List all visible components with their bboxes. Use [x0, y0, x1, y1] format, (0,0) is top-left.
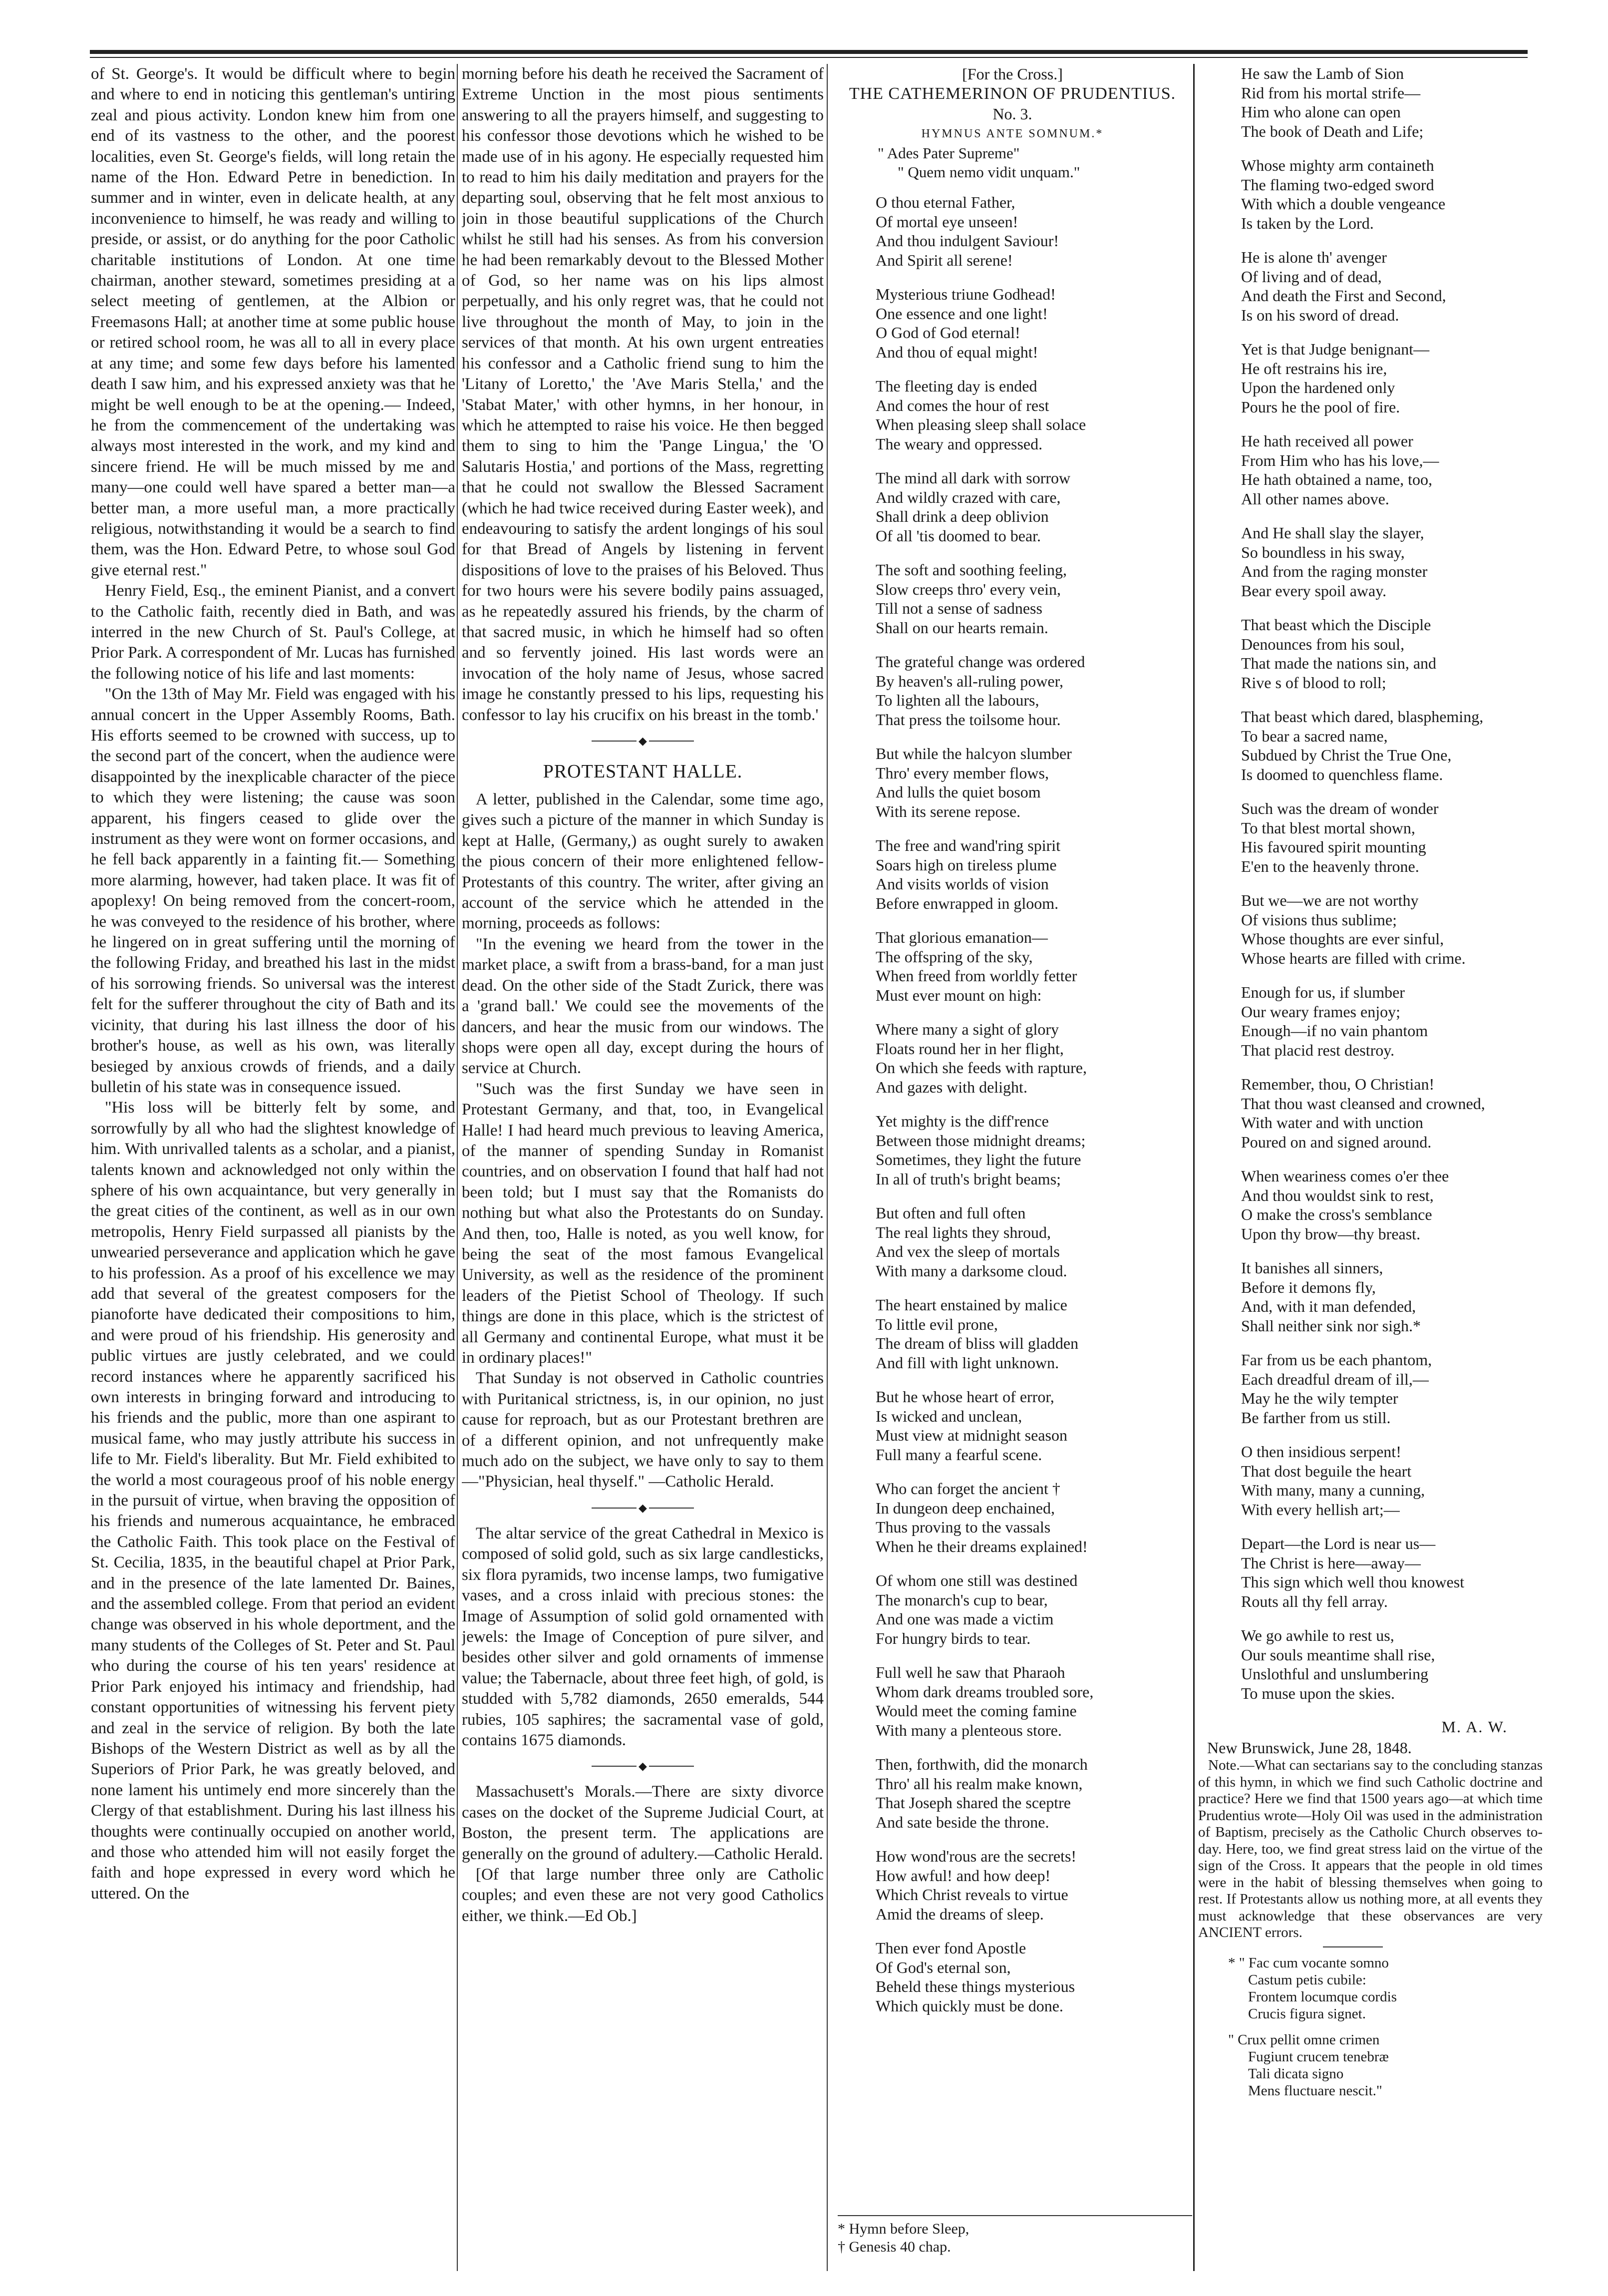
verse-line: He oft restrains his ire, [1241, 359, 1387, 378]
verse-line: The free and wand'ring spirit [876, 836, 1061, 854]
verse-line: The book of Death and Life; [1241, 122, 1424, 140]
latin-line: Crucis figura signet. [1248, 2005, 1366, 2022]
stanza [1241, 891, 1543, 968]
separator-ornament: ◆ [462, 1500, 824, 1515]
verse-line: When weariness comes o'er thee [1241, 1167, 1449, 1185]
verse-line: Such was the dream of wonder [1241, 799, 1439, 817]
verse-line: Thro' every member flows, [876, 764, 1049, 782]
verse-line: That Joseph shared the sceptre [876, 1794, 1071, 1812]
verse-line: He saw the Lamb of Sion [1241, 64, 1404, 82]
verse-line: Amid the dreams of sleep. [876, 1905, 1044, 1923]
verse-line: Between those midnight dreams; [876, 1131, 1086, 1149]
verse-line: The weary and oppressed. [876, 434, 1043, 453]
verse-line: May he the wily tempter [1241, 1389, 1398, 1407]
stanza [876, 928, 1192, 1005]
stanza [1241, 615, 1543, 692]
footnote: * Hymn before Sleep, [838, 2221, 969, 2237]
verse-line: Bear every spoil away. [1241, 581, 1387, 600]
verse-line: Where many a sight of glory [876, 1020, 1059, 1038]
verse-line: This sign which well thou knowest [1241, 1573, 1465, 1591]
verse-line: That thou wast cleansed and crowned, [1241, 1094, 1485, 1113]
latin-line: Tali dicata signo [1248, 2065, 1344, 2082]
verse-line: Him who alone can open [1241, 103, 1401, 121]
verse-line: Of all 'tis doomed to bear. [876, 526, 1041, 545]
verse-line: To that blest mortal shown, [1241, 818, 1415, 837]
verse-line: And wildly crazed with care, [876, 488, 1061, 506]
paragraph: morning before his death he received the Sacrament of Extreme Unction in the most pious sentiments answering to all the prayers himself, and suggesting to his confessor those devotions which he wished to be made use of in his agony. He especially requested him to read to him his daily meditation and prayers for the departing soul, observing that he felt most anxious to join in those beautiful supplications of the Church whilst he still had his senses. As from his conversion he had been remarkably devout to the Blessed Mother of God, so her name was on his lips almost perpetually, and his only regret was, that he could not live throughout the month of May, to join in the services of that month. At his own urgent entreaties his confessor and a Catholic friend sung to him the 'Litany of Loretto,' the 'Ave Maris Stella,' and the 'Stabat Mater,' with other hymns, in her honour, in which he attempted to raise his voice. He then begged them to sing to him the 'Pange Lingua,' the 'O Salutaris Hostia,' and portions of the Mass, regretting that he could not swallow the Blessed Sacrament (which he had twice received during Easter week), and endeavouring to satisfy the ardent longings of his soul for that Bread of Angels by listening in fervent dispositions of love to the praises of his Beloved. Thus for two hours were his severe bodily pains assuaged, as he repeatedly assured his friends, by the charm of that sacred music, in which he himself had so often and so fervently joined. His last words were an invocation of the holy name of Jesus, whose sacred image he constantly pressed to his lips, requesting his confessor to lay his crucifix on his breast in the tomb.' [462, 65, 824, 724]
verse-line: Of whom one still was destined [876, 1571, 1078, 1589]
stanza [1241, 431, 1543, 508]
verse-line: And comes the hour of rest [876, 396, 1049, 414]
verse-line: E'en to the heavenly throne. [1241, 857, 1419, 875]
epigraph-line: " Quem nemo vidit unquam." [898, 163, 1080, 181]
verse-line: With many, many a cunning, [1241, 1481, 1425, 1499]
column-2 [462, 64, 824, 2271]
footnote: † Genesis 40 chap. [838, 2239, 951, 2255]
verse-line: Depart—the Lord is near us— [1241, 1534, 1436, 1552]
verse-line: When freed from worldly fetter [876, 967, 1077, 985]
verse-line: The Christ is here—away— [1241, 1553, 1421, 1572]
verse-line: Pours he the pool of fire. [1241, 397, 1400, 416]
verse-line: To bear a sacred name, [1241, 727, 1388, 745]
verse-line: Subdued by Christ the True One, [1241, 746, 1452, 764]
verse-line: But often and full often [876, 1204, 1026, 1222]
verse-line: And fill with light unknown. [876, 1353, 1059, 1372]
stanza [876, 652, 1192, 729]
verse-line: He hath obtained a name, too, [1241, 470, 1432, 488]
verse-line: So boundless in his sway, [1241, 543, 1405, 561]
verse-line: O make the cross's semblance [1241, 1205, 1432, 1223]
verse-line: Till not a sense of sadness [876, 599, 1042, 617]
verse-line: And death the First and Second, [1241, 287, 1446, 305]
stanza [876, 1295, 1192, 1372]
verse-line: Whose thoughts are ever sinful, [1241, 930, 1444, 948]
latin-line: " Crux pellit omne crimen [1228, 2031, 1380, 2048]
verse-line: And thou indulgent Saviour! [876, 232, 1059, 250]
verse-line: That beast which the Disciple [1241, 616, 1431, 634]
verse-line: Then, forthwith, did the monarch [876, 1755, 1088, 1773]
verse-line: When he their dreams explained! [876, 1537, 1088, 1555]
paragraph: A letter, published in the Calendar, some time ago, gives such a picture of the manner in which Sunday is kept at Halle, (Germany,) as ought surely to awaken the pious concern of their more enlightened fellow-Protestants of this country. The writer, after giving an account of the service which he attended in the morning, proceeds as follows: [462, 790, 824, 933]
verse-line: Yet mighty is the diff'rence [876, 1112, 1049, 1130]
verse-line: With every hellish art;— [1241, 1500, 1400, 1519]
stanza [876, 1020, 1192, 1097]
verse-line: Upon thy brow—thy breast. [1241, 1224, 1421, 1243]
verse-line: Must view at midnight season [876, 1426, 1067, 1444]
paragraph: Henry Field, Esq., the eminent Pianist, and a convert to the Catholic faith, recently died in Bath, and was interred in the new Church of St. Paul's College, at Prior Park. A correspondent of Mr. Lucas has furnished the following notice of his life and last moments: [91, 582, 455, 683]
verse-line: Yet is that Judge benignant— [1241, 340, 1430, 358]
verse-line: His favoured spirit mounting [1241, 838, 1426, 856]
stanza [1241, 340, 1543, 416]
verse-line: With its serene repose. [876, 802, 1021, 820]
stanza [1241, 707, 1543, 784]
latin-line: * " Fac cum vocante somno [1228, 1954, 1389, 1971]
verse-line: By heaven's all-ruling power, [876, 672, 1063, 690]
stanza [876, 1847, 1192, 1923]
stanza [1241, 1258, 1543, 1335]
verse-line: Which quickly must be done. [876, 1996, 1063, 2015]
verse-line: Sometimes, they light the future [876, 1150, 1081, 1168]
poem-subtitle: HYMNUS ANTE SOMNUM.* [921, 127, 1104, 140]
stanza [876, 285, 1192, 362]
stanza [1241, 248, 1543, 325]
verse-line: All other names above. [1241, 489, 1389, 508]
verse-line: Rive s of blood to roll; [1241, 673, 1386, 692]
verse-line: On which she feeds with rapture, [876, 1059, 1087, 1077]
verse-line: The heart enstained by malice [876, 1296, 1067, 1314]
verse-line: Who can forget the ancient † [876, 1480, 1060, 1498]
verse-line: O then insidious serpent! [1241, 1443, 1401, 1461]
verse-line: And visits worlds of vision [876, 875, 1049, 893]
verse-line: Our weary frames enjoy; [1241, 1002, 1400, 1021]
latin-line: Mens fluctuare nescit." [1248, 2082, 1382, 2099]
verse-line: To muse upon the skies. [1241, 1684, 1395, 1702]
stanza [876, 1663, 1192, 1740]
verse-line: But he whose heart of error, [876, 1388, 1054, 1406]
verse-line: And Spirit all serene! [876, 251, 1013, 269]
verse-line: Routs all thy fell array. [1241, 1592, 1388, 1610]
verse-line: And from the raging monster [1241, 562, 1428, 580]
verse-line: That dost beguile the heart [1241, 1462, 1412, 1480]
stanza [876, 1479, 1192, 1556]
verse-line: Our souls meantime shall rise, [1241, 1645, 1435, 1664]
verse-line: The fleeting day is ended [876, 377, 1037, 395]
verse-line: Remember, thou, O Christian! [1241, 1075, 1435, 1093]
verse-line: Thus proving to the vassals [876, 1518, 1051, 1536]
verse-line: How awful! and how deep! [876, 1866, 1051, 1885]
verse-line: The monarch's cup to bear, [876, 1590, 1048, 1609]
verse-line: The mind all dark with sorrow [876, 469, 1071, 487]
column-rule [457, 64, 458, 2271]
verse-line: The flaming two-edged sword [1241, 175, 1434, 194]
verse-line: Full many a fearful scene. [876, 1445, 1042, 1464]
verse-line: Then ever fond Apostle [876, 1939, 1026, 1957]
verse-line: Full well he saw that Pharaoh [876, 1663, 1065, 1681]
column-rule [827, 64, 828, 2271]
verse-line: And thou of equal might! [876, 343, 1038, 361]
verse-line: The soft and soothing feeling, [876, 561, 1067, 579]
verse-line: But while the halcyon slumber [876, 745, 1072, 763]
signature: M. A. W. [1441, 1718, 1508, 1736]
stanza [876, 377, 1192, 453]
verse-line: He hath received all power [1241, 432, 1413, 450]
verse-line: Denounces from his soul, [1241, 635, 1405, 653]
top-rule [90, 50, 1528, 58]
verse-line: Is on his sword of dread. [1241, 306, 1399, 324]
poem-source: [For the Cross.] [962, 65, 1063, 83]
verse-line: And lulls the quiet bosom [876, 783, 1041, 801]
stanza [876, 744, 1192, 821]
verse-line: Enough for us, if slumber [1241, 983, 1405, 1001]
verse-line: Of visions thus sublime; [1241, 910, 1397, 929]
verse-line: And thou wouldst sink to rest, [1241, 1186, 1434, 1204]
verse-line: With water and with unction [1241, 1114, 1423, 1132]
verse-line: That beast which dared, blaspheming, [1241, 708, 1484, 726]
verse-line: One essence and one light! [876, 304, 1048, 323]
paragraph: [Of that large number three only are Catholic couples; and even these are not very good Catholics either, we think.—Ed Ob.] [462, 1866, 824, 1925]
verse-line: The dream of bliss will gladden [876, 1334, 1079, 1352]
verse-line: Unslothful and unslumbering [1241, 1665, 1429, 1683]
verse-line: And sate beside the throne. [876, 1813, 1049, 1831]
paragraph: "Such was the first Sunday we have seen in Protestant Germany, and that, too, in Evangelical Halle! I had heard much previous to leaving America, of the manner of spending Sunday in Romanist countries, and on observation I found that half had not been told; but I must say that the Romanists do nothing but what also the Protestants do on Sunday. And then, too, Halle is noted, as you well know, for being the seat of the most famous Evangelical University, as well as the residence of the prominent leaders of the Pietist School of Theology. If such things are done in this place, which is the strictest of all Germany and continental Europe, what must it be in ordinary places!" [462, 1080, 824, 1367]
stanza [1241, 1534, 1543, 1611]
verse-line: Thro' all his realm make known, [876, 1774, 1083, 1793]
verse-line: It banishes all sinners, [1241, 1259, 1383, 1277]
stanza [1241, 523, 1543, 600]
verse-line: Before enwrapped in gloom. [876, 894, 1059, 912]
article-heading: PROTESTANT HALLE. [543, 761, 743, 782]
stanza [1241, 1442, 1543, 1519]
footnotes [838, 2215, 1192, 2256]
verse-line: Of living and of dead, [1241, 267, 1382, 286]
stanza [876, 193, 1192, 270]
verse-line: O thou eternal Father, [876, 193, 1015, 211]
latin-line: Castum petis cubile: [1248, 1971, 1366, 1988]
verse-line: Of mortal eye unseen! [876, 212, 1018, 231]
stanza [876, 1571, 1192, 1648]
separator-ornament: ◆ [462, 733, 824, 748]
verse-line: Is doomed to quenchless flame. [1241, 765, 1443, 783]
divider [1323, 1946, 1383, 1947]
verse-line: How wond'rous are the secrets! [876, 1847, 1077, 1865]
verse-line: Beheld these things mysterious [876, 1977, 1075, 1995]
verse-line: Far from us be each phantom, [1241, 1351, 1432, 1369]
paragraph: That Sunday is not observed in Catholic countries with Puritanical strictness, is, in our opinion, no just cause for reproach, but as our Protestant brethren are of a different opinion, and not unfrequently make much ado on the subject, we have only to say to them—"Physician, heal thyself." —Catholic Herald. [462, 1369, 824, 1491]
verse-line: Upon the hardened only [1241, 379, 1395, 396]
verse-line: The grateful change was ordered [876, 653, 1085, 671]
verse-line: And, with it man defended, [1241, 1297, 1416, 1315]
note-text: Note.—What can sectarians say to the concluding stanzas of this hymn, in which we find such Catholic doctrine and practice? Here we find that 1500 years ago—at which time Prudentius wrote—Holy Oil was used in the administration of Baptism, precisely as the Catholic Church observes to-day. Here, too, we find great stress laid on the virtue of the sign of the Cross. It appears that the people in old times were in the habit of blessing themselves when going to rest. If Protestants allow us nothing more, at all events they must acknowledge that these observances are very ANCIENT errors. [1198, 1757, 1543, 1940]
verse-line: We go awhile to rest us, [1241, 1626, 1394, 1644]
verse-line: That glorious emanation— [876, 928, 1048, 946]
stanza [876, 1203, 1192, 1280]
verse-line: The offspring of the sky, [876, 947, 1033, 966]
verse-line: Whose mighty arm containeth [1241, 156, 1434, 174]
poem-title: THE CATHEMERINON OF PRUDENTIUS. [849, 84, 1176, 103]
stanza [1241, 983, 1543, 1060]
latin-line: Fugiunt crucem tenebræ [1248, 2048, 1389, 2065]
latin-quote [1228, 1954, 1543, 2099]
verse-line: Which Christ reveals to virtue [876, 1886, 1068, 1904]
verse-line: O God of God eternal! [876, 324, 1020, 342]
verse-line: Slow creeps thro' every vein, [876, 580, 1061, 598]
verse-line: To lighten all the labours, [876, 691, 1039, 709]
verse-line: Would meet the coming famine [876, 1702, 1077, 1720]
verse-line: Whose hearts are filled with crime. [1241, 949, 1466, 967]
verse-line: Mysterious triune Godhead! [876, 285, 1056, 303]
verse-line: Shall on our hearts remain. [876, 618, 1048, 637]
stanza [1241, 1075, 1543, 1151]
verse-line: With which a double vengeance [1241, 195, 1446, 213]
stanza [876, 1387, 1192, 1464]
dateline: New Brunswick, June 28, 1848. [1207, 1739, 1412, 1757]
verse-line: That press the toilsome hour. [876, 710, 1061, 729]
paragraph: "His loss will be bitterly felt by some, and sorrowfully by all who had the slightest knowledge of him. With unrivalled talents as a scholar, and a pianist, talents known and acknowledged not only within the sphere of his own acquaintance, but very generally in the great cities of the continent, as well as in our own metropolis, Henry Field surpassed all pianists by the unwearied perseverance and application which he gave to his profession. As a proof of his excellence we may add that several of the greatest composers for the pianoforte have dedicated their compositions to him, and were proud of his friendship. His generosity and public virtues are justly celebrated, and we could record instances where he apparently sacrificed his own interests in bringing forward and introducing to his friends and the public, more than one aspirant to musical fame, who may justly attribute his success in life to Mr. Field's liberality. But Mr. Field exhibited to the world a most courageous proof of his noble energy in the pursuit of virtue, when braving the opposition of his friends and numerous acquaintance, he embraced the Catholic Faith. This took place on the Festival of St. Cecilia, 1835, in the beautiful chapel at Prior Park, and in the presence of the late lamented Dr. Baines, and the assembled college. From that period an evident change was observed in his whole deportment, and the many students of the Colleges of St. Peter and St. Paul who during the course of his ten years' residence at Prior Park enjoyed his intimacy and friendship, had constant opportunities of witnessing his fervent piety and zeal in the service of religion. By both the late Bishops of the Western District as well as by all the Superiors of Prior Park, he was greatly beloved, and none lament his untimely end more sincerely than the Clergy of that establishment. During his last illness his thoughts were continually occupied on another world, and those who attended him will not easily forget the faith and hope expressed in every word which he uttered. On the [91, 1099, 455, 1903]
verse-line: That placid rest destroy. [1241, 1041, 1395, 1059]
verse-line: And He shall slay the slayer, [1241, 524, 1424, 542]
verse-line: Must ever mount on high: [876, 986, 1042, 1004]
stanza [876, 836, 1192, 913]
verse-line: With many a darksome cloud. [876, 1261, 1067, 1280]
latin-line: Frontem locumque cordis [1248, 1988, 1397, 2005]
stanza [1241, 1166, 1543, 1243]
paragraph: "On the 13th of May Mr. Field was engaged with his annual concert in the Upper Assembly Rooms, Bath. His efforts seemed to be crowned with success, up to the second part of the concert, when the audience were disappointed by the inexplicable character of the piece to which they were listening; the cause was soon apparent, his fingers ceased to glide over the instrument as they were wont on former occasions, and he fell back apparently in a fainting fit.— Something more alarming, however, had taken place. It was fit of apoplexy! On being removed from the concert-room, he was conveyed to the residence of his brother, where he lingered on in great suffering until the morning of the following Friday, and breathed his last in the midst of his sorrowing friends. So universal was the interest felt for the sufferer throughout the city of Bath and its vicinity, that during his last illness the door of his brother's house, as well as his own, was literally besieged by anxious crowds of friends, and a daily bulletin of his state was in consequence issued. [91, 685, 455, 1096]
column-4 [1198, 64, 1543, 2271]
stanza [1241, 1350, 1543, 1427]
stanza [1241, 64, 1543, 141]
verse-line: In dungeon deep enchained, [876, 1499, 1055, 1517]
verse-line: Shall drink a deep oblivion [876, 507, 1049, 525]
verse-line: For hungry birds to tear. [876, 1629, 1031, 1647]
verse-line: Before it demons fly, [1241, 1278, 1376, 1296]
editor-note [1198, 1757, 1543, 1941]
stanza [876, 1755, 1192, 1832]
verse-line: From Him who has his love,— [1241, 451, 1439, 469]
verse-line: And one was made a victim [876, 1610, 1054, 1628]
verse-line: Whom dark dreams troubled sore, [876, 1682, 1094, 1701]
verse-line: With many a plenteous store. [876, 1721, 1062, 1739]
verse-line: That made the nations sin, and [1241, 654, 1437, 672]
verse-line: Each dreadful dream of ill,— [1241, 1370, 1429, 1388]
paragraph: "In the evening we heard from the tower in the market place, a swift from a brass-band, for a man just dead. On the other side of the Stadt Zurick, there was a 'grand ball.' We could see the movements of the dancers, and hear the music from our windows. The shops were open all day, except during the hours of service at Church. [462, 935, 824, 1078]
stanza [1241, 156, 1543, 233]
paragraph: Massachusett's Morals.—There are sixty divorce cases on the docket of the Supreme Judicial Court, at Boston, the present term. The applications are generally on the ground of adultery.—Catholic Herald. [462, 1783, 824, 1863]
verse-line: Is wicked and unclean, [876, 1407, 1022, 1425]
poem-stanzas [1198, 64, 1543, 1703]
verse-line: Is taken by the Lord. [1241, 214, 1374, 232]
poem-number: No. 3. [992, 105, 1032, 123]
stanza [876, 560, 1192, 637]
separator-ornament: ◆ [462, 1758, 824, 1773]
verse-line: The real lights they shroud, [876, 1223, 1051, 1241]
verse-line: Be farther from us still. [1241, 1408, 1391, 1427]
verse-line: Soars high on tireless plume [876, 855, 1057, 874]
verse-line: Rid from his mortal strife— [1241, 83, 1421, 102]
stanza [876, 1938, 1192, 2015]
verse-line: And gazes with delight. [876, 1078, 1027, 1096]
poem-stanzas [833, 193, 1192, 2015]
verse-line: He is alone th' avenger [1241, 248, 1387, 266]
stanza [876, 1112, 1192, 1188]
paragraph: of St. George's. It would be difficult where to begin and where to end in noticing this gentleman's untiring zeal and pious activity. London knew him from one end of its vastness to the other, and the poorest localities, even St. George's fields, will long retain the name of the Hon. Edward Petre in benediction. In summer and in winter, even in delicate health, at any inconvenience to himself, he was ready and willing to preside, or assist, or do anything for the poor Catholic charitable institutions of London. At one time chairman, another steward, sometimes presiding at a select meeting of gentlemen, at the Albion or Freemasons Hall; at another time at some public house or retired school room, he was all to all in every place at any time; and some few days before his lamented death I saw him, and his expressed anxiety was that he might be well enough to be at the opening.— Indeed, he from the commencement of the undertaking was always most interested in the work, and my kind and sincere friend. He will be much missed by me and many—one could well have spared a better man—a better man, a more useful man, a more practically religious, notwithstanding it would be a search to find them, was the Hon. Edward Petre, to whose soul God give eternal rest." [91, 65, 455, 579]
verse-line: Enough—if no vain phantom [1241, 1022, 1428, 1040]
verse-line: Of God's eternal son, [876, 1958, 1011, 1976]
verse-line: In all of truth's bright beams; [876, 1169, 1061, 1188]
verse-line: Shall neither sink nor sigh.* [1241, 1316, 1421, 1335]
verse-line: Floats round her in her flight, [876, 1039, 1064, 1058]
column-1 [91, 64, 455, 2271]
verse-line: When pleasing sleep shall solace [876, 415, 1086, 433]
paragraph: The altar service of the great Cathedral in Mexico is composed of solid gold, such as six large candlesticks, six flora pyramids, two incense lamps, two fumigative vases, and a cross inlaid with precious stones: the Image of Assumption of solid gold ornamented with jewels: the Image of Conception of pure silver, and besides other silver and gold ornaments of immense value; the Tabernacle, about three feet high, of gold, is studded with 5,782 diamonds, 2650 emeralds, 544 rubies, 105 saphires; the sacramental vase of gold, contains 1675 diamonds. [462, 1524, 824, 1749]
stanza [876, 468, 1192, 545]
column-3 [833, 64, 1192, 2271]
epigraph-line: " Ades Pater Supreme" [878, 144, 1020, 162]
verse-line: And vex the sleep of mortals [876, 1242, 1060, 1260]
verse-line: But we—we are not worthy [1241, 891, 1419, 909]
verse-line: To little evil prone, [876, 1315, 998, 1333]
stanza [1241, 799, 1543, 876]
stanza [1241, 1626, 1543, 1703]
column-rule [1193, 64, 1195, 2271]
verse-line: Poured on and signed around. [1241, 1133, 1432, 1151]
